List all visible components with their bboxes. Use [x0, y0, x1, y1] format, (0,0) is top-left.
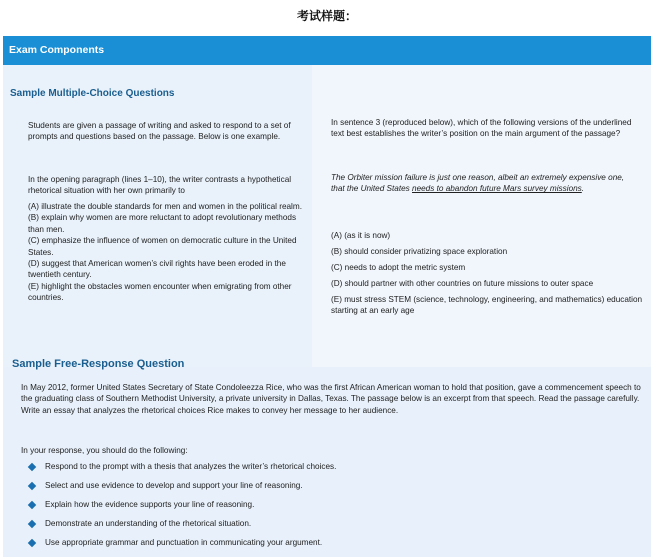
q1-option-b: (B) explain why women are more reluctant to adopt revolutionary methods than men. [28, 213, 297, 234]
multiple-choice-section [3, 65, 651, 367]
q2-option-c: (C) needs to adopt the metric system [331, 263, 466, 272]
fr-section-heading: Sample Free-Response Question [12, 358, 185, 370]
q2-option-e: (E) must stress STEM (science, technology, engineering, and mathematics) education starting at an early age [331, 295, 643, 316]
bullet-text: Explain how the evidence supports your line of reasoning. [45, 500, 255, 509]
exam-components-panel [3, 36, 651, 557]
mc-section-heading: Sample Multiple-Choice Questions [10, 88, 175, 99]
bullet-text: Use appropriate grammar and punctuation in communicating your argument. [45, 538, 323, 547]
mc-question-2-quote [331, 172, 631, 195]
mc-intro-text: Students are given a passage of writing and asked to respond to a set of prompts and questions based on the passage. Below is one example. [28, 121, 291, 142]
diamond-bullet-icon [28, 501, 36, 509]
quote-end-text: . [581, 184, 585, 194]
list-item [29, 499, 629, 518]
mc-right-column [312, 65, 651, 367]
mc-question-2-prompt: In sentence 3 (reproduced below), which of the following versions of the underlined text best establishes the writer’s position on the main argument of the passage? [331, 118, 632, 139]
list-item [29, 537, 629, 556]
mc-question-1-options [28, 201, 308, 304]
mc-left-column [3, 65, 312, 367]
page-title: 考试样题： [296, 9, 357, 23]
q2-option-d: (D) should partner with other countries on future missions to outer space [331, 279, 594, 288]
q2-option-a: (A) (as it is now) [331, 231, 391, 240]
q2-option-b: (B) should consider privatizing space exploration [331, 247, 508, 256]
list-item [29, 461, 629, 480]
fr-instructions-lead: In your response, you should do the following: [21, 446, 188, 455]
fr-bullet-list [29, 461, 629, 556]
q1-option-e: (E) highlight the obstacles women encounter when emigrating from other countries. [28, 281, 292, 303]
q1-option-d: (D) suggest that American women’s civil rights have been eroded in the twentieth century. [28, 259, 286, 280]
quote-underlined-text: needs to abandon future Mars survey missions [412, 184, 582, 194]
list-item [29, 518, 629, 537]
mc-question-2-options [331, 230, 646, 321]
mc-question-1-prompt: In the opening paragraph (lines 1–10), the writer contrasts a hypothetical rhetorical situation with her own primarily to [28, 175, 292, 196]
quote-plain-text: The Orbiter mission failure is just one reason, albeit an extremely expensive one, that the United States [331, 173, 625, 194]
bullet-text: Respond to the prompt with a thesis that analyzes the writer’s rhetorical choices. [45, 462, 337, 471]
diamond-bullet-icon [28, 539, 36, 547]
bullet-text: Demonstrate an understanding of the rhetorical situation. [45, 519, 252, 528]
diamond-bullet-icon [28, 520, 36, 528]
bullet-text: Select and use evidence to develop and support your line of reasoning. [45, 481, 303, 490]
fr-prompt-paragraph: In May 2012, former United States Secretary of State Condoleezza Rice, who was the first African American woman to hold that position, gave a commencement speech to the graduating class of Southern Methodist University, a private university in Dallas, Texas. The passage below is an excerpt from that speech. Read the passage carefully. Write an essay that analyzes the rhetorical choices Rice makes to convey her message to her audience. [21, 383, 641, 415]
q1-option-c: (C) emphasize the influence of women on democratic culture in the United States. [28, 236, 297, 257]
q1-option-a: (A) illustrate the double standards for men and women in the political realm. [28, 202, 302, 211]
diamond-bullet-icon [28, 463, 36, 471]
list-item [29, 480, 629, 499]
diamond-bullet-icon [28, 482, 36, 490]
panel-header: Exam Components [3, 36, 651, 65]
